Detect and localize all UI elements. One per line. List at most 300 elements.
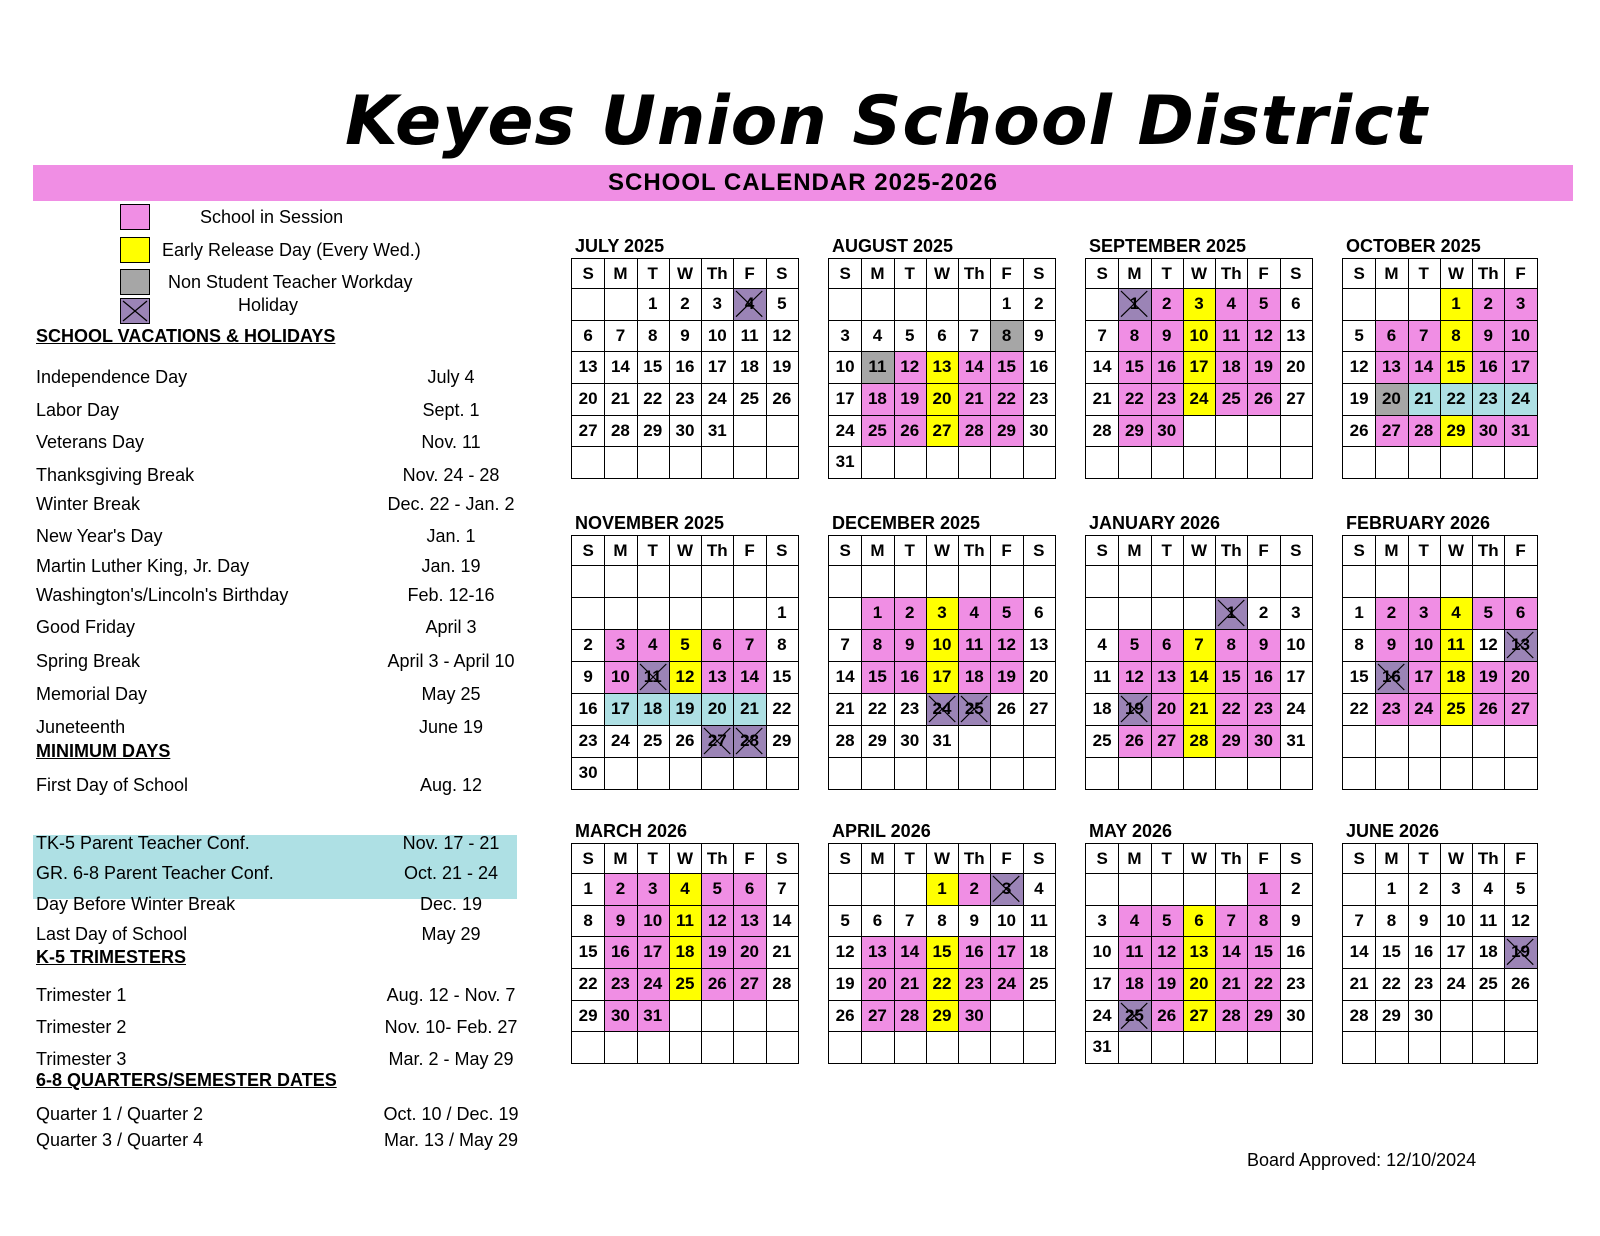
empty-cell	[1280, 446, 1312, 478]
grid-line	[1086, 968, 1312, 969]
day-number: 14	[610, 357, 630, 377]
day-number: 30	[675, 420, 695, 440]
day-cell	[1504, 905, 1536, 937]
day-number: 12	[1157, 942, 1177, 962]
empty-cell	[1343, 446, 1375, 478]
day-number: 6	[1515, 603, 1526, 622]
day-cell	[1280, 320, 1312, 352]
grid-line	[829, 446, 1055, 447]
grid-line	[1086, 629, 1312, 630]
day-number: 21	[740, 699, 760, 718]
month-title: DECEMBER 2025	[832, 513, 981, 533]
weekday-header: W	[676, 264, 693, 283]
day-number: 12	[997, 635, 1017, 654]
day-number: 11	[1093, 667, 1112, 686]
day-cell	[1280, 597, 1312, 629]
day-cell	[1375, 415, 1407, 447]
day-cell	[1440, 629, 1472, 661]
grid-line	[1343, 446, 1537, 447]
empty-cell	[1151, 873, 1183, 905]
day-number: 11	[740, 325, 759, 345]
empty-cell	[1280, 1031, 1312, 1063]
empty-cell	[958, 288, 990, 320]
day-number: 16	[1381, 667, 1401, 686]
day-number: 5	[712, 879, 723, 898]
vacation-item	[36, 367, 516, 393]
empty-cell	[1343, 1031, 1375, 1063]
day-cell	[1504, 415, 1536, 447]
day-cell	[1023, 661, 1055, 693]
day-cell	[766, 693, 798, 725]
day-number: 19	[835, 974, 855, 993]
day-cell	[1408, 968, 1440, 1000]
day-number: 8	[1001, 325, 1012, 345]
empty-cell	[1215, 1031, 1247, 1063]
minimum-day-item	[36, 894, 516, 920]
weekday-header: W	[676, 541, 693, 560]
day-cell	[926, 661, 958, 693]
empty-cell	[1118, 757, 1150, 789]
empty-cell	[701, 597, 733, 629]
day-cell	[1472, 968, 1504, 1000]
day-number: 21	[1414, 389, 1434, 408]
day-cell	[637, 661, 669, 693]
day-number: 24	[1189, 389, 1209, 408]
day-cell	[1023, 693, 1055, 725]
day-number: 1	[872, 603, 883, 622]
day-cell	[1086, 1031, 1118, 1063]
day-number: 4	[647, 635, 658, 654]
empty-cell	[1151, 757, 1183, 789]
day-number: 4	[872, 325, 883, 345]
day-cell	[637, 936, 669, 968]
empty-cell	[766, 565, 798, 597]
day-number: 13	[932, 357, 952, 377]
day-cell	[990, 383, 1022, 415]
day-cell	[861, 629, 893, 661]
day-number: 9	[680, 325, 690, 345]
day-number: 10	[707, 325, 727, 345]
day-number: 17	[835, 389, 855, 408]
day-number: 16	[1478, 357, 1498, 377]
day-cell	[604, 936, 636, 968]
day-cell	[1023, 383, 1055, 415]
day-number: 21	[964, 389, 984, 408]
day-number: 7	[615, 325, 626, 345]
grid-line	[829, 351, 1055, 352]
day-number: 13	[707, 667, 727, 686]
day-number: 30	[1029, 420, 1049, 440]
day-number: 23	[610, 974, 630, 993]
day-number: 1	[1001, 294, 1012, 313]
day-cell	[1440, 873, 1472, 905]
day-cell	[1280, 693, 1312, 725]
day-number: 16	[900, 667, 920, 686]
vacation-item-name: Good Friday	[36, 617, 136, 637]
day-cell	[1375, 873, 1407, 905]
empty-cell	[1375, 757, 1407, 789]
day-cell	[1023, 968, 1055, 1000]
day-number: 26	[1478, 699, 1498, 718]
empty-cell	[669, 1031, 701, 1063]
grid-line	[1086, 288, 1312, 289]
day-number: 22	[1446, 389, 1466, 408]
grid-line	[829, 288, 1055, 289]
day-number: 15	[643, 357, 663, 377]
vacation-item	[36, 556, 516, 582]
vacation-item-name: Spring Break	[36, 651, 141, 671]
day-cell	[1504, 968, 1536, 1000]
empty-cell	[958, 725, 990, 757]
day-cell	[669, 351, 701, 383]
grid-line	[894, 259, 895, 478]
day-cell	[1183, 629, 1215, 661]
empty-cell	[1504, 1031, 1536, 1063]
day-cell	[669, 288, 701, 320]
day-cell	[1183, 320, 1215, 352]
day-cell	[958, 661, 990, 693]
day-number: 5	[1161, 910, 1172, 930]
weekday-header: Th	[1220, 264, 1242, 283]
grid-line	[637, 259, 638, 478]
day-number: 31	[835, 452, 855, 472]
grid-line	[1440, 259, 1441, 478]
grid-line	[1472, 844, 1473, 1063]
day-number: 14	[964, 357, 984, 377]
day-number: 20	[1029, 667, 1049, 686]
day-number: 18	[1029, 942, 1049, 962]
day-cell	[1183, 693, 1215, 725]
trimester-item-name: Trimester 1	[36, 985, 127, 1005]
day-cell	[701, 968, 733, 1000]
vacation-item-name: Martin Luther King, Jr. Day	[36, 556, 250, 576]
day-cell	[1504, 629, 1536, 661]
grid-line	[1375, 536, 1376, 789]
day-number: 29	[643, 420, 663, 440]
day-cell	[894, 725, 926, 757]
day-cell	[829, 968, 861, 1000]
day-number: 10	[610, 667, 630, 686]
day-number: 28	[610, 420, 630, 440]
grid-line	[1343, 661, 1537, 662]
day-cell	[1151, 661, 1183, 693]
day-cell	[1408, 383, 1440, 415]
day-cell	[1183, 968, 1215, 1000]
day-number: 8	[1354, 635, 1364, 654]
month-title: FEBRUARY 2026	[1346, 513, 1491, 533]
weekday-header: S	[1096, 849, 1108, 868]
empty-cell	[1408, 757, 1440, 789]
grid-line	[829, 320, 1055, 321]
grid-line	[1343, 905, 1537, 906]
empty-cell	[894, 1031, 926, 1063]
day-number: 23	[1478, 389, 1498, 408]
day-cell	[1375, 597, 1407, 629]
grid-line	[1118, 844, 1119, 1063]
day-cell	[637, 968, 669, 1000]
weekday-header: T	[904, 541, 915, 560]
day-cell	[1504, 288, 1536, 320]
day-cell	[1086, 725, 1118, 757]
empty-cell	[572, 1031, 604, 1063]
day-number: 17	[1414, 667, 1434, 686]
day-number: 17	[610, 699, 630, 718]
empty-cell	[1151, 565, 1183, 597]
empty-cell	[604, 597, 636, 629]
day-cell	[733, 905, 765, 937]
empty-cell	[1472, 725, 1504, 757]
day-number: 3	[1418, 603, 1429, 622]
weekday-header: Th	[706, 849, 728, 868]
weekday-header: S	[1033, 541, 1045, 560]
day-number: 17	[997, 942, 1017, 962]
day-number: 26	[835, 1005, 855, 1025]
day-cell	[1215, 383, 1247, 415]
trimester-item-name: Trimester 3	[36, 1049, 127, 1069]
day-cell	[1118, 288, 1150, 320]
day-number: 2	[615, 879, 626, 898]
day-number: 23	[1414, 974, 1434, 993]
day-number: 15	[867, 667, 887, 686]
day-cell	[572, 905, 604, 937]
empty-cell	[1247, 1031, 1279, 1063]
weekday-header: S	[582, 264, 594, 283]
empty-cell	[1023, 446, 1055, 478]
day-cell	[1215, 936, 1247, 968]
month-title: APRIL 2026	[832, 821, 931, 841]
empty-cell	[1440, 757, 1472, 789]
day-number: 13	[578, 357, 598, 377]
day-cell	[1440, 905, 1472, 937]
day-cell	[958, 320, 990, 352]
day-cell	[1343, 693, 1375, 725]
day-number: 20	[578, 389, 598, 408]
day-cell	[1504, 693, 1536, 725]
day-number: 27	[1157, 731, 1177, 750]
grid-line	[572, 661, 798, 662]
day-cell	[766, 597, 798, 629]
day-cell	[926, 693, 958, 725]
day-cell	[990, 661, 1022, 693]
weekday-header: S	[1353, 541, 1365, 560]
day-number: 22	[1124, 389, 1144, 408]
grid-line	[572, 415, 798, 416]
day-number: 27	[578, 420, 598, 440]
day-cell	[1408, 597, 1440, 629]
day-cell	[1408, 905, 1440, 937]
day-number: 3	[1001, 879, 1012, 898]
empty-cell	[1440, 725, 1472, 757]
day-cell	[1118, 351, 1150, 383]
day-number: 30	[610, 1005, 630, 1025]
day-number: 11	[1029, 910, 1048, 930]
day-number: 10	[1189, 325, 1209, 345]
weekday-header: Th	[963, 264, 985, 283]
calendar-banner: SCHOOL CALENDAR 2025-2026	[33, 165, 1573, 201]
day-number: 10	[1092, 942, 1112, 962]
empty-cell	[1472, 446, 1504, 478]
empty-cell	[958, 446, 990, 478]
grid-line	[1343, 725, 1537, 726]
empty-cell	[1343, 757, 1375, 789]
day-cell	[637, 873, 669, 905]
day-cell	[861, 693, 893, 725]
day-number: 3	[712, 294, 723, 313]
day-cell	[701, 320, 733, 352]
day-cell	[733, 661, 765, 693]
grid-line	[572, 1031, 798, 1032]
day-cell	[1247, 905, 1279, 937]
day-cell	[1472, 661, 1504, 693]
day-number: 18	[675, 942, 695, 962]
weekday-header: Th	[1477, 849, 1499, 868]
quarter-item-name: Quarter 3 / Quarter 4	[36, 1130, 204, 1150]
day-cell	[572, 383, 604, 415]
day-cell	[861, 415, 893, 447]
day-number: 23	[900, 699, 920, 718]
day-cell	[926, 629, 958, 661]
day-number: 18	[1092, 699, 1112, 718]
day-number: 19	[1254, 357, 1274, 377]
day-number: 21	[1189, 699, 1209, 718]
grid-line	[1023, 536, 1024, 789]
month-grid	[1342, 843, 1538, 1064]
empty-cell	[926, 446, 958, 478]
empty-cell	[1183, 415, 1215, 447]
grid-line	[829, 629, 1055, 630]
day-number: 2	[680, 294, 690, 313]
day-number: 27	[1381, 420, 1401, 440]
day-number: 28	[964, 420, 984, 440]
empty-cell	[861, 288, 893, 320]
vacation-item	[36, 526, 516, 552]
day-cell	[1280, 968, 1312, 1000]
day-cell	[1215, 905, 1247, 937]
day-cell	[861, 936, 893, 968]
day-number: 23	[1029, 389, 1049, 408]
day-cell	[1408, 320, 1440, 352]
grid-line	[1343, 597, 1537, 598]
day-number: 16	[675, 357, 695, 377]
day-cell	[829, 661, 861, 693]
vacation-item-name: Independence Day	[36, 367, 188, 387]
day-number: 11	[675, 910, 694, 930]
empty-cell	[733, 597, 765, 629]
empty-cell	[1023, 725, 1055, 757]
day-number: 10	[1286, 635, 1306, 654]
day-number: 21	[835, 699, 855, 718]
day-number: 9	[1258, 635, 1269, 654]
day-number: 9	[969, 910, 980, 930]
day-cell	[1023, 597, 1055, 629]
empty-cell	[1280, 415, 1312, 447]
vacation-item-date: April 3	[425, 617, 477, 637]
day-cell	[958, 629, 990, 661]
weekday-header: W	[1447, 849, 1464, 868]
empty-cell	[1151, 597, 1183, 629]
day-cell	[1151, 936, 1183, 968]
day-number: 17	[1511, 357, 1531, 377]
month-calendar	[1085, 819, 1315, 1064]
day-number: 14	[772, 910, 792, 930]
empty-cell	[1215, 757, 1247, 789]
weekday-header: S	[776, 541, 788, 560]
day-number: 16	[1029, 357, 1049, 377]
empty-cell	[604, 565, 636, 597]
grid-line	[1343, 351, 1537, 352]
grid-line	[1247, 259, 1248, 478]
day-number: 29	[1446, 420, 1466, 440]
trimester-item	[36, 1017, 516, 1043]
day-number: 2	[1386, 603, 1397, 622]
day-number: 23	[578, 731, 598, 750]
day-cell	[829, 383, 861, 415]
weekday-header: S	[839, 849, 851, 868]
day-cell	[958, 968, 990, 1000]
day-cell	[1151, 693, 1183, 725]
vacation-item-name: Veterans Day	[36, 432, 145, 452]
day-cell	[572, 725, 604, 757]
vacation-item-name: Thanksgiving Break	[36, 465, 195, 485]
day-cell	[572, 351, 604, 383]
day-number: 5	[1258, 294, 1269, 313]
day-number: 19	[1124, 699, 1144, 718]
minimum-day-item-name: Day Before Winter Break	[36, 894, 236, 914]
day-cell	[1440, 351, 1472, 383]
day-cell	[733, 693, 765, 725]
grid-line	[1086, 446, 1312, 447]
day-number: 9	[904, 635, 915, 654]
day-cell	[958, 905, 990, 937]
empty-cell	[572, 288, 604, 320]
grid-line	[1504, 844, 1505, 1063]
day-cell	[1375, 1000, 1407, 1032]
day-cell	[958, 873, 990, 905]
grid-line	[861, 844, 862, 1063]
day-number: 27	[707, 731, 727, 750]
day-number: 15	[772, 667, 792, 686]
day-number: 18	[1446, 667, 1466, 686]
day-cell	[572, 661, 604, 693]
empty-cell	[829, 757, 861, 789]
day-number: 18	[1221, 357, 1241, 377]
empty-cell	[572, 565, 604, 597]
day-number: 4	[1097, 635, 1107, 654]
day-number: 14	[835, 667, 855, 686]
day-cell	[1440, 415, 1472, 447]
empty-cell	[861, 446, 893, 478]
day-number: 14	[1092, 357, 1112, 377]
empty-cell	[1280, 565, 1312, 597]
empty-cell	[1408, 1031, 1440, 1063]
day-number: 18	[964, 667, 984, 686]
empty-cell	[1504, 565, 1536, 597]
weekday-header: F	[1515, 849, 1526, 868]
grid-line	[1440, 844, 1441, 1063]
grid-line	[1280, 844, 1281, 1063]
day-cell	[604, 661, 636, 693]
empty-cell	[990, 725, 1022, 757]
day-cell	[1086, 383, 1118, 415]
empty-cell	[1215, 873, 1247, 905]
day-number: 10	[932, 635, 952, 654]
grid-line	[829, 968, 1055, 969]
weekday-header: M	[1384, 849, 1399, 868]
day-cell	[1183, 351, 1215, 383]
day-number: 13	[740, 910, 760, 930]
day-cell	[1440, 288, 1472, 320]
day-cell	[1118, 661, 1150, 693]
